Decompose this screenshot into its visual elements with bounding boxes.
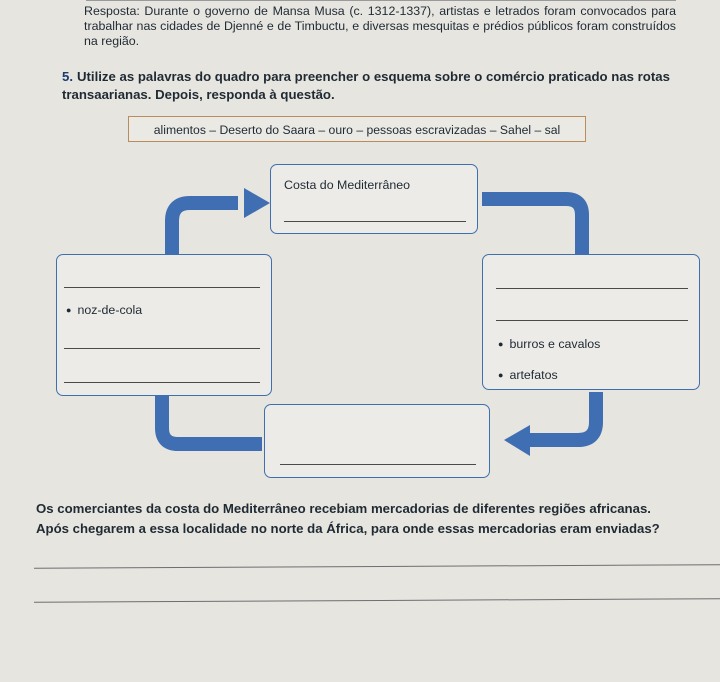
top-box-label: Costa do Mediterrâneo bbox=[284, 178, 411, 192]
arrowhead-top-left bbox=[244, 188, 270, 218]
right-box-item-2: ● artefatos bbox=[498, 368, 558, 382]
left-box bbox=[56, 254, 272, 396]
arrow-bottom-right bbox=[530, 392, 596, 440]
left-box-blank-1[interactable] bbox=[64, 287, 260, 288]
right-box-blank-1[interactable] bbox=[496, 288, 688, 289]
arrow-top-left bbox=[172, 203, 238, 258]
bottom-box bbox=[264, 404, 490, 478]
question-number: 5. bbox=[62, 69, 73, 84]
word-bank: alimentos – Deserto do Saara – ouro – pessoas escravizadas – Sahel – sal bbox=[128, 116, 586, 142]
follow-up-line-2: Após chegarem a essa localidade no norte da África, para onde essas mercadorias eram enviadas? bbox=[36, 521, 660, 536]
left-box-item-1: ● noz-de-cola bbox=[66, 303, 142, 317]
right-box-item-1: ● burros e cavalos bbox=[498, 337, 600, 351]
left-box-blank-2[interactable] bbox=[64, 348, 260, 349]
follow-up-line-1: Os comerciantes da costa do Mediterrâneo recebiam mercadorias de diferentes regiões africanas. bbox=[36, 501, 651, 516]
bottom-box-blank[interactable] bbox=[280, 464, 476, 465]
left-box-blank-3[interactable] bbox=[64, 382, 260, 383]
top-box-blank[interactable] bbox=[284, 221, 466, 222]
arrow-top-right bbox=[482, 199, 582, 256]
question-body: Utilize as palavras do quadro para preencher o esquema sobre o comércio praticado nas rotas transaarianas. Depois, responda à questão. bbox=[62, 69, 670, 102]
answer-text: Resposta: Durante o governo de Mansa Musa (c. 1312-1337), artistas e letrados foram convocados para trabalhar nas cidades de Djenné e de Timbuctu, e diversas mesquitas e prédios públicos foram construídos na região. bbox=[84, 4, 676, 48]
top-box bbox=[270, 164, 478, 234]
right-box-blank-2[interactable] bbox=[496, 320, 688, 321]
arrowhead-bottom-right bbox=[504, 425, 530, 456]
arrow-bottom-left bbox=[162, 394, 262, 444]
